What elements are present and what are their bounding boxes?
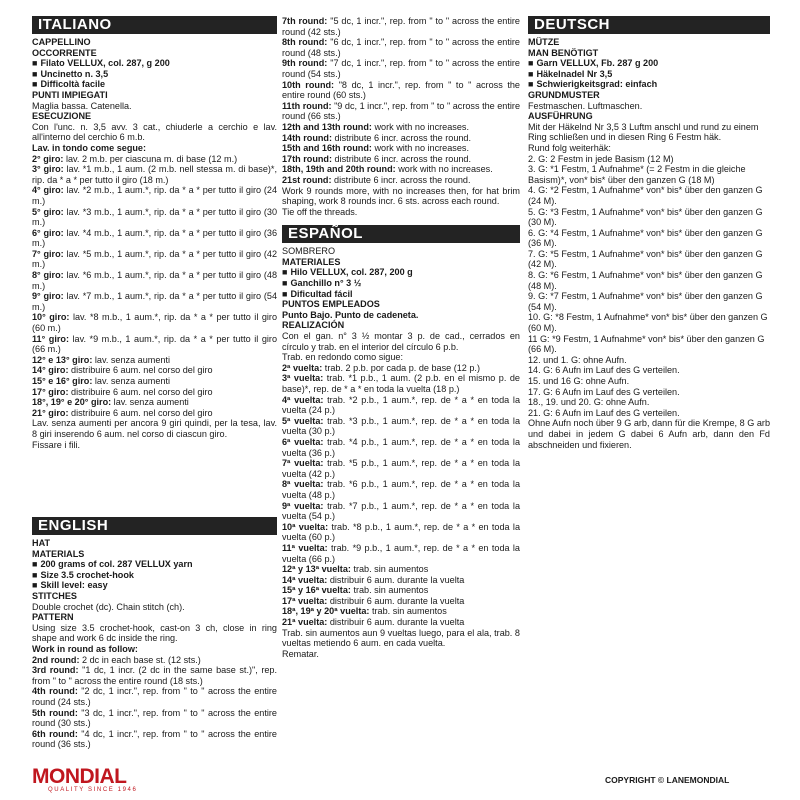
italiano-material-item: ■ Uncinetto n. 3,5 (32, 69, 277, 80)
round-text: trab. *3 p.b., 1 aum.*, rep. de * a * en toda la vuelta (30 p.) (282, 415, 520, 437)
round-instruction: 6. G: *4 Festm, 1 Aufnahme* von* bis* über den ganzen G (36 M). (528, 227, 763, 249)
round-instruction (282, 133, 520, 144)
deutsch-column (528, 16, 770, 450)
round-text: distribuir 6 aum. durante la vuelta (327, 617, 465, 628)
round-instruction (32, 312, 277, 333)
round-label: 9th round: (282, 58, 328, 69)
round-instruction (32, 164, 277, 185)
espanol-material-item: ■ Dificultad fácil (282, 289, 520, 300)
round-instruction (282, 373, 520, 394)
round-text: "5 dc, 1 incr.", rep. from " to " across the entire round (42 sts.) (282, 16, 520, 37)
round-instruction (282, 501, 520, 522)
round-text: work with no increases. (371, 143, 469, 154)
espanol-closing: Trab. sin aumentos aun 9 vueltas luego, para el ala, trab. 8 vueltas metiendo 6 aum. en cada vuelta. (282, 627, 520, 649)
espanol-execution-title: REALIZACIÓN (282, 320, 345, 331)
round-instruction (282, 37, 520, 58)
round-instruction (32, 207, 277, 228)
round-label: 14ª vuelta: (282, 574, 328, 585)
deutsch-material-item: ■ Garn VELLUX, Fb. 287 g 200 (528, 58, 770, 69)
english-closing: Work 9 rounds more, with no increases then, for hat brim shaping, work 8 rounds incr. 6 sts. across each round. (282, 185, 520, 207)
english-rounds-title: Work in round as follow: (32, 643, 138, 654)
round-text: trab. sin aumentos (350, 564, 429, 575)
english-title: HAT (32, 538, 51, 548)
round-instruction (32, 355, 277, 366)
english-header: ENGLISH (32, 517, 277, 535)
round-label: 18ª, 19ª y 20ª vuelta: (282, 606, 370, 617)
round-instruction: 9. G: *7 Festm, 1 Aufnahme* von* bis* über den ganzen G (54 M). (528, 291, 763, 312)
round-label: 3° giro: (32, 164, 64, 175)
round-instruction (32, 249, 277, 270)
round-label: 8ª vuelta: (282, 479, 324, 490)
round-label: 15th and 16th round: (282, 143, 372, 154)
espanol-intro: Con el gan. n° 3 ½ montar 3 p. de cad., cerrados en círculo y trab. en el interior del círculo 6 p.b. (282, 331, 520, 352)
round-text: "9 dc, 1 incr.", rep. from " to " across the entire round (66 sts.) (282, 100, 520, 122)
round-instruction: 5. G: *3 Festm, 1 Aufnahme* von* bis* über den ganzen G (30 M). (528, 206, 763, 228)
round-label: 21° giro: (32, 407, 69, 418)
round-instruction: 15. und 16 G: ohne Aufn. (528, 376, 630, 386)
round-text: "3 dc, 1 incr.", rep. from " to " across the entire round (30 sts.) (32, 707, 277, 729)
round-label: 3rd round: (32, 665, 79, 676)
round-instruction: 2. G: 2 Festm in jede Basism (12 M) (528, 153, 674, 164)
italiano-material-item: ■ Difficoltà facile (32, 79, 277, 90)
round-text: lav. *2 m.b., 1 aum.*, rip. da * a * per tutto il giro (24 m.) (32, 185, 277, 206)
round-instruction (32, 729, 277, 750)
deutsch-materials-title: MAN BENÖTIGT (528, 47, 599, 58)
round-label: 8° giro: (32, 270, 64, 281)
middle-column (282, 16, 520, 659)
round-instruction (32, 397, 277, 408)
round-text: trab. *2 p.b., 1 aum.*, rep. de * a * en toda la vuelta (24 p.) (282, 394, 520, 416)
round-text: trab. *6 p.b., 1 aum.*, rep. de * a * en toda la vuelta (48 p.) (282, 479, 520, 500)
round-instruction (282, 16, 520, 37)
english-material-item: ■ Size 3.5 crochet-hook (32, 570, 277, 581)
round-text: lav. *5 m.b., 1 aum.*, rip. da * a * per tutto il giro (42 m.) (32, 248, 277, 270)
round-instruction: 21. G: 6 Aufn im Lauf des G verteilen. (528, 407, 680, 418)
round-text: distribuir 6 aum. durante la vuelta (327, 574, 465, 585)
english-final: Tie off the threads. (282, 206, 358, 217)
round-instruction: 17. G: 6 Aufn im Lauf des G verteilen. (528, 386, 680, 397)
italiano-title: CAPPELLINO (32, 37, 91, 47)
italiano-stitches-title: PUNTI IMPIEGATI (32, 89, 108, 100)
italiano-rounds-list (32, 154, 277, 419)
round-instruction (32, 185, 277, 206)
brand-name: MONDIAL (32, 765, 127, 788)
english-material-item: ■ 200 grams of col. 287 VELLUX yarn (32, 559, 277, 570)
round-text: "8 dc, 1 incr.", rep. from " to " across the entire round (60 sts.) (282, 79, 520, 101)
round-text: lav. *1 m.b., 1 aum. (2 m.b. nell stessa m. di base)*, rip. da * a * per tutto il giro (18 m.) (32, 164, 277, 185)
deutsch-title: MÜTZE (528, 37, 560, 47)
round-text: lav. *3 m.b., 1 aum.*, rip. da * a * per tutto il giro (30 m.) (32, 206, 277, 228)
round-instruction (282, 606, 520, 617)
round-text: lav. *8 m.b., 1 aum.*, rip. da * a * per tutto il giro (60 m.) (32, 312, 278, 334)
round-text: trab. *7 p.b., 1 aum.*, rep. de * a * en toda la vuelta (54 p.) (282, 500, 520, 522)
italiano-material-item: ■ Filato VELLUX, col. 287, g 200 (32, 58, 277, 69)
round-label: 5° giro: (32, 206, 64, 217)
italiano-column (32, 16, 277, 450)
round-instruction (282, 395, 520, 416)
deutsch-rounds-title: Rund folg weiterhäk: (528, 142, 611, 153)
round-text: trab. *1 p.b., 1 aum. (2 p.b. en el mismo p. de base)*, rep. de * a * en toda la vuelta (18 p.) (282, 373, 520, 394)
round-label: 3ª vuelta: (282, 373, 324, 384)
round-label: 17ª vuelta: (282, 595, 328, 606)
round-label: 14th round: (282, 132, 333, 143)
round-instruction (32, 387, 277, 398)
mondial-logo (32, 766, 192, 796)
round-label: 15° e 16° giro: (32, 376, 93, 386)
round-label: 8th round: (282, 37, 328, 48)
round-label: 6th round: (32, 728, 78, 739)
round-instruction (32, 228, 277, 249)
round-label: 10ª vuelta: (282, 521, 329, 532)
round-text: "6 dc, 1 incr.", rep. from " to " across the entire round (48 sts.) (282, 37, 520, 58)
round-label: 4th round: (32, 686, 78, 697)
english-materials-title: MATERIALS (32, 548, 85, 559)
round-text: trab. *4 p.b., 1 aum.*, rep. de * a * en toda la vuelta (36 p.) (282, 436, 520, 458)
espanol-stitches-title: PUNTOS EMPLEADOS (282, 299, 380, 310)
deutsch-execution-title: AUSFÜHRUNG (528, 111, 593, 122)
round-label: 5ª vuelta: (282, 415, 324, 426)
round-instruction (282, 543, 520, 564)
round-instruction: 7. G: *5 Festm, 1 Aufnahme* von* bis* über den ganzen G (42 M). (528, 248, 763, 270)
round-instruction (282, 522, 520, 543)
round-label: 12ª y 13ª vuelta: (282, 564, 351, 575)
round-label: 7° giro: (32, 248, 64, 259)
espanol-materials-title: MATERIALES (282, 256, 341, 267)
round-label: 11° giro: (32, 333, 69, 344)
round-instruction: 10. G: *8 Festm, 1 Aufnahme* von* bis* über den ganzen G (60 M). (528, 312, 768, 334)
italiano-header: ITALIANO (32, 16, 277, 34)
english-stitches: Double crochet (dc). Chain stitch (ch). (32, 601, 185, 612)
round-label: 12° e 13° giro: (32, 354, 93, 365)
round-instruction (32, 270, 277, 291)
round-text: lav. senza aumenti (111, 397, 189, 408)
round-text: lav. *9 m.b., 1 aum.*, rip. da * a * per tutto il giro (66 m.) (32, 333, 278, 355)
italiano-intro: Con l'unc. n. 3,5 avv. 3 cat., chiuderle a cerchio e lav. all'interno del cerchio 6 m.b. (32, 121, 277, 143)
espanol-stitches: Punto Bajo. Punto de cadeneta. (282, 309, 419, 320)
espanol-rounds-list (282, 363, 520, 628)
round-label: 9° giro: (32, 291, 64, 302)
round-text: distribuir 6 aum. durante la vuelta (327, 595, 465, 606)
deutsch-material-item: ■ Häkelnadel Nr 3,5 (528, 69, 770, 80)
round-label: 12th and 13th round: (282, 121, 372, 132)
round-instruction (282, 175, 520, 186)
round-text: "4 dc, 1 incr.", rep. from " to " across the entire round (36 sts.) (32, 728, 277, 750)
round-label: 10° giro: (32, 312, 70, 323)
deutsch-stitches-title: GRUNDMUSTER (528, 89, 600, 100)
deutsch-stitches: Festmaschen. Luftmaschen. (528, 100, 643, 111)
espanol-header: ESPAÑOL (282, 225, 520, 243)
round-label: 10th round: (282, 79, 335, 90)
round-instruction (32, 655, 277, 666)
round-instruction (282, 585, 520, 596)
english-material-item: ■ Skill level: easy (32, 580, 277, 591)
round-text: trab. sin aumentos (350, 585, 429, 596)
english-pattern-title: PATTERN (32, 612, 74, 623)
round-text: lav. senza aumenti (92, 376, 171, 386)
italiano-execution-title: ESECUZIONE (32, 111, 92, 122)
round-text: distribuire 6 aum. nel corso del giro (68, 407, 213, 418)
round-label: 4ª vuelta: (282, 394, 324, 405)
round-text: distribuire 6 aum. nel corso del giro (68, 386, 213, 397)
english-stitches-title: STITCHES (32, 590, 77, 601)
round-instruction (282, 617, 520, 628)
round-instruction: 4. G: *2 Festm, 1 Aufnahme* von* bis* über den ganzen G (24 M). (528, 185, 763, 206)
italiano-stitches: Maglia bassa. Catenella. (32, 100, 132, 111)
english-column (32, 517, 277, 750)
round-text: lav. 2 m.b. per ciascuna m. di base (12 m.) (63, 153, 238, 164)
round-instruction (32, 334, 277, 355)
round-text: work with no increases. (371, 121, 469, 132)
round-label: 14° giro: (32, 365, 69, 376)
round-instruction (282, 437, 520, 458)
round-label: 18°, 19° e 20° giro: (32, 397, 112, 408)
round-instruction (282, 416, 520, 437)
round-instruction (282, 479, 520, 500)
round-label: 11ª vuelta: (282, 542, 328, 553)
round-instruction: 12. und 1. G: ohne Aufn. (528, 354, 627, 365)
italiano-closing: Lav. senza aumenti per ancora 9 giri quindi, per la tesa, lav. 8 giri inserendo 6 aum. nel corso di ciascun giro. (32, 418, 277, 439)
brand-tagline: QUALITY SINCE 1946 (48, 787, 138, 793)
round-text: lav. senza aumenti (92, 354, 171, 365)
deutsch-material-item: ■ Schwierigkeitsgrad: einfach (528, 79, 770, 90)
italiano-rounds-title: Lav. in tondo come segue: (32, 142, 147, 153)
round-instruction (282, 564, 520, 575)
round-instruction: 8. G: *6 Festm, 1 Aufnahme* von* bis* über den ganzen G (48 M). (528, 270, 763, 291)
round-label: 21st round: (282, 174, 332, 185)
round-instruction: 18., 19. und 20. G: ohne Aufn. (528, 397, 650, 408)
round-label: 11th round: (282, 100, 332, 111)
round-label: 6ª vuelta: (282, 436, 324, 447)
round-instruction (32, 708, 277, 729)
round-label: 2nd round: (32, 654, 80, 665)
round-label: 21ª vuelta: (282, 617, 328, 628)
round-label: 2ª vuelta: (282, 362, 323, 373)
round-instruction (282, 143, 520, 154)
round-label: 15ª y 16ª vuelta: (282, 585, 351, 596)
round-text: trab. *5 p.b., 1 aum.*, rep. de * a * en toda la vuelta (42 p.) (282, 458, 520, 479)
round-text: distribute 6 incr. across the round. (332, 132, 472, 143)
round-text: trab. 2 p.b. por cada p. de base (12 p.) (322, 362, 480, 373)
copyright-notice: COPYRIGHT © LANEMONDIAL (605, 775, 730, 785)
round-instruction: 11 G: *9 Festm, 1 Aufnahme* von* bis* über den ganzen G (66 M). (528, 333, 765, 355)
round-label: 2° giro: (32, 153, 64, 164)
round-label: 18th, 19th and 20th round: (282, 164, 396, 175)
round-instruction (32, 408, 277, 419)
round-text: trab. *8 p.b., 1 aum.*, rep. de * a * en toda la vuelta (60 p.) (282, 521, 520, 543)
round-instruction (282, 363, 520, 374)
round-instruction (32, 376, 277, 387)
deutsch-rounds-list (528, 154, 770, 419)
espanol-material-item: ■ Ganchillo n° 3 ½ (282, 278, 520, 289)
round-label: 17th round: (282, 153, 333, 164)
espanol-material-item: ■ Hilo VELLUX, col. 287, 200 g (282, 267, 520, 278)
english-rounds-cont-list (282, 16, 520, 186)
round-text: "7 dc, 1 incr.", rep. from " to " across the entire round (54 sts.) (282, 58, 520, 79)
round-instruction (282, 101, 520, 122)
round-text: distribuire 6 aum. nel corso del giro (68, 365, 213, 376)
deutsch-intro: Mit der Häkelnd Nr 3,5 3 Luftm anschl und rund zu einem Ring schließen und in diesen Ring 6 Festm häk. (528, 121, 759, 143)
round-text: 2 dc in each base st. (12 sts.) (79, 654, 201, 665)
round-label: 9ª vuelta: (282, 500, 324, 511)
round-instruction (282, 80, 520, 101)
round-instruction (282, 596, 520, 607)
english-intro: Using size 3.5 crochet-hook, cast-on 3 ch, close in ring shape and work 6 dc inside the ring. (32, 622, 277, 644)
round-instruction (282, 164, 520, 175)
round-label: 6° giro: (32, 227, 64, 238)
round-instruction (282, 58, 520, 79)
round-text: trab. sin aumentos (369, 606, 447, 617)
round-instruction (32, 665, 277, 686)
espanol-final: Rematar. (282, 648, 319, 659)
round-instruction (32, 291, 277, 312)
round-label: 7ª vuelta: (282, 458, 324, 469)
round-label: 7th round: (282, 16, 328, 26)
round-instruction: 14. G: 6 Aufn im Lauf des G verteilen. (528, 365, 680, 376)
round-instruction (282, 458, 520, 479)
round-text: lav. *4 m.b., 1 aum.*, rip. da * a * per tutto il giro (36 m.) (32, 227, 277, 249)
round-text: work with no increases. (395, 164, 493, 175)
round-text: "2 dc, 1 incr.", rep. from " to " across the entire round (24 sts.) (32, 686, 277, 707)
round-label: 4° giro: (32, 185, 64, 196)
round-label: 5th round: (32, 707, 78, 718)
round-text: lav. *7 m.b., 1 aum.*, rip. da * a * per tutto il giro (54 m.) (32, 291, 277, 312)
round-instruction (282, 575, 520, 586)
round-instruction (282, 122, 520, 133)
round-text: distribute 6 incr. across the round. (331, 174, 471, 185)
round-label: 17° giro: (32, 386, 69, 397)
round-instruction: 3. G: *1 Festm, 1 Aufnahme* (= 2 Festm in die gleiche Basism)*, von* bis* über den ganzen G (18 M) (528, 164, 746, 185)
round-instruction (32, 365, 277, 376)
round-text: distribute 6 incr. across the round. (332, 153, 472, 164)
round-text: lav. *6 m.b., 1 aum.*, rip. da * a * per tutto il giro (48 m.) (32, 270, 277, 291)
round-text: trab. *9 p.b., 1 aum.*, rep. de * a * en toda la vuelta (66 p.) (282, 542, 520, 564)
round-instruction (32, 154, 277, 165)
deutsch-header: DEUTSCH (528, 16, 770, 34)
english-rounds-list (32, 655, 277, 750)
italiano-materials-title: OCCORRENTE (32, 47, 97, 58)
espanol-title: SOMBRERO (282, 246, 336, 257)
round-text: "1 dc, 1 incr. (2 dc in the same base st.)", rep. from " to " across the entire round (18 sts.) (32, 665, 277, 686)
espanol-rounds-title: Trab. en redondo como sigue: (282, 352, 403, 363)
italiano-final: Fissare i fili. (32, 439, 80, 450)
deutsch-closing: Ohne Aufn noch über 9 G arb, dann für die Krempe, 8 G arb und dabei in jedem G dabei 6 Aufn arb, dann den Fd abschneiden und fixieren. (528, 418, 770, 450)
round-instruction (282, 154, 520, 165)
round-instruction (32, 686, 277, 707)
